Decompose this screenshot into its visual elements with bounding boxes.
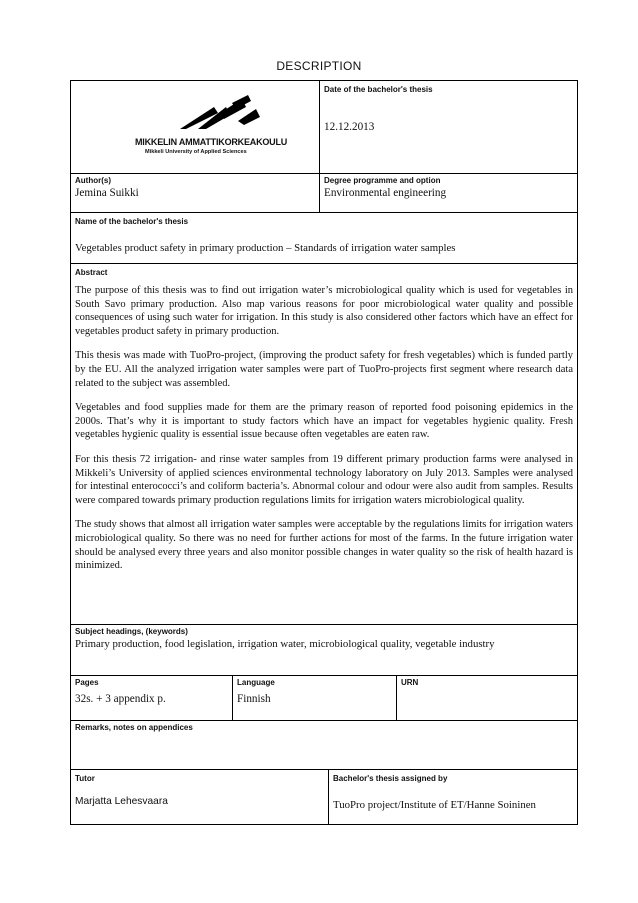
- remarks-label: Remarks, notes on appendices: [75, 723, 193, 732]
- assigned-value: TuoPro project/Institute of ET/Hanne Soininen: [333, 799, 536, 811]
- assigned-label: Bachelor's thesis assigned by: [333, 774, 448, 783]
- abstract-paragraph: This thesis was made with TuoPro-project, (improving the product safety for fresh vegetables) which is funded partly by the EU. All the analyzed irrigation water samples were part of TuoPro-projects first segment where research data related to the subject was assembled.: [75, 350, 573, 389]
- page-title: DESCRIPTION: [276, 59, 362, 73]
- assigned-cell: [328, 769, 578, 825]
- institution-name: MIKKELIN AMMATTIKORKEAKOULU: [135, 137, 288, 147]
- abstract-body: [75, 284, 573, 584]
- mamk-logo-icon: [176, 93, 266, 133]
- abstract-cell: [70, 263, 578, 625]
- abstract-paragraph: The study shows that almost all irrigation water samples were acceptable by the regulations limits for irrigation waters microbiological quality. So there was no need for further actions for most of the farms. In the future irrigation water should be analysed every three years and also monitor possible changes in water quality so the risk of health hazard is minimized.: [75, 519, 573, 572]
- thesis-name-label: Name of the bachelor's thesis: [75, 217, 189, 226]
- abstract-paragraph: For this thesis 72 irrigation- and rinse water samples from 19 different primary production farms were analysed in Mikkeli’s University of applied sciences environmental technology laboratory on July 2013. Samples were analysed for intestinal enterococci’s and coliform bacteria’s. Abnormal colour and odour were also audit from samples. Results were compared towards primary production regulations limits for irrigation waters microbiological quality.: [75, 453, 573, 506]
- abstract-label: Abstract: [75, 268, 108, 277]
- date-cell: [319, 80, 578, 174]
- author-value: Jemina Suikki: [75, 187, 139, 199]
- urn-cell: [396, 675, 578, 721]
- author-label: Author(s): [75, 176, 111, 185]
- keywords-cell: [70, 624, 578, 676]
- keywords-value: Primary production, food legislation, irrigation water, microbiological quality, vegetable industry: [75, 638, 495, 650]
- abstract-paragraph: Vegetables and food supplies made for them are the primary reason of reported food poisoning epidemics in the 2000s. That’s why it is important to study factors which have an impact for vegetables hygienic quality. Fresh vegetables hygienic quality is essential issue because often vegetables are eaten raw.: [75, 402, 573, 441]
- author-cell: [70, 173, 320, 213]
- tutor-label: Tutor: [75, 774, 95, 783]
- tutor-cell: [70, 769, 329, 825]
- remarks-cell: [70, 720, 578, 770]
- degree-label: Degree programme and option: [324, 176, 441, 185]
- pages-cell: [70, 675, 233, 721]
- date-label: Date of the bachelor's thesis: [324, 85, 433, 94]
- thesis-name-cell: [70, 212, 578, 264]
- abstract-paragraph: The purpose of this thesis was to find out irrigation water’s microbiological quality which is used for vegetables in South Savo primary production. Also map various reasons for poor microbiological water quality and possible consequences of using such water for irrigation. In this study is also considered other factors which have an effect for vegetables product safety in primary production.: [75, 285, 573, 337]
- logo-cell: [70, 80, 320, 174]
- language-value: Finnish: [237, 693, 271, 705]
- institution-subtitle: Mikkeli University of Applied Sciences: [145, 149, 247, 155]
- degree-value: Environmental engineering: [324, 187, 447, 199]
- urn-label: URN: [401, 678, 419, 687]
- pages-value: 32s. + 3 appendix p.: [75, 693, 166, 705]
- language-label: Language: [237, 678, 275, 687]
- tutor-value: Marjatta Lehesvaara: [75, 796, 168, 807]
- language-cell: [232, 675, 397, 721]
- degree-cell: [319, 173, 578, 213]
- date-value: 12.12.2013: [324, 121, 375, 133]
- pages-label: Pages: [75, 678, 99, 687]
- keywords-label: Subject headings, (keywords): [75, 627, 188, 636]
- thesis-name-value: Vegetables product safety in primary production – Standards of irrigation water samples: [75, 242, 456, 254]
